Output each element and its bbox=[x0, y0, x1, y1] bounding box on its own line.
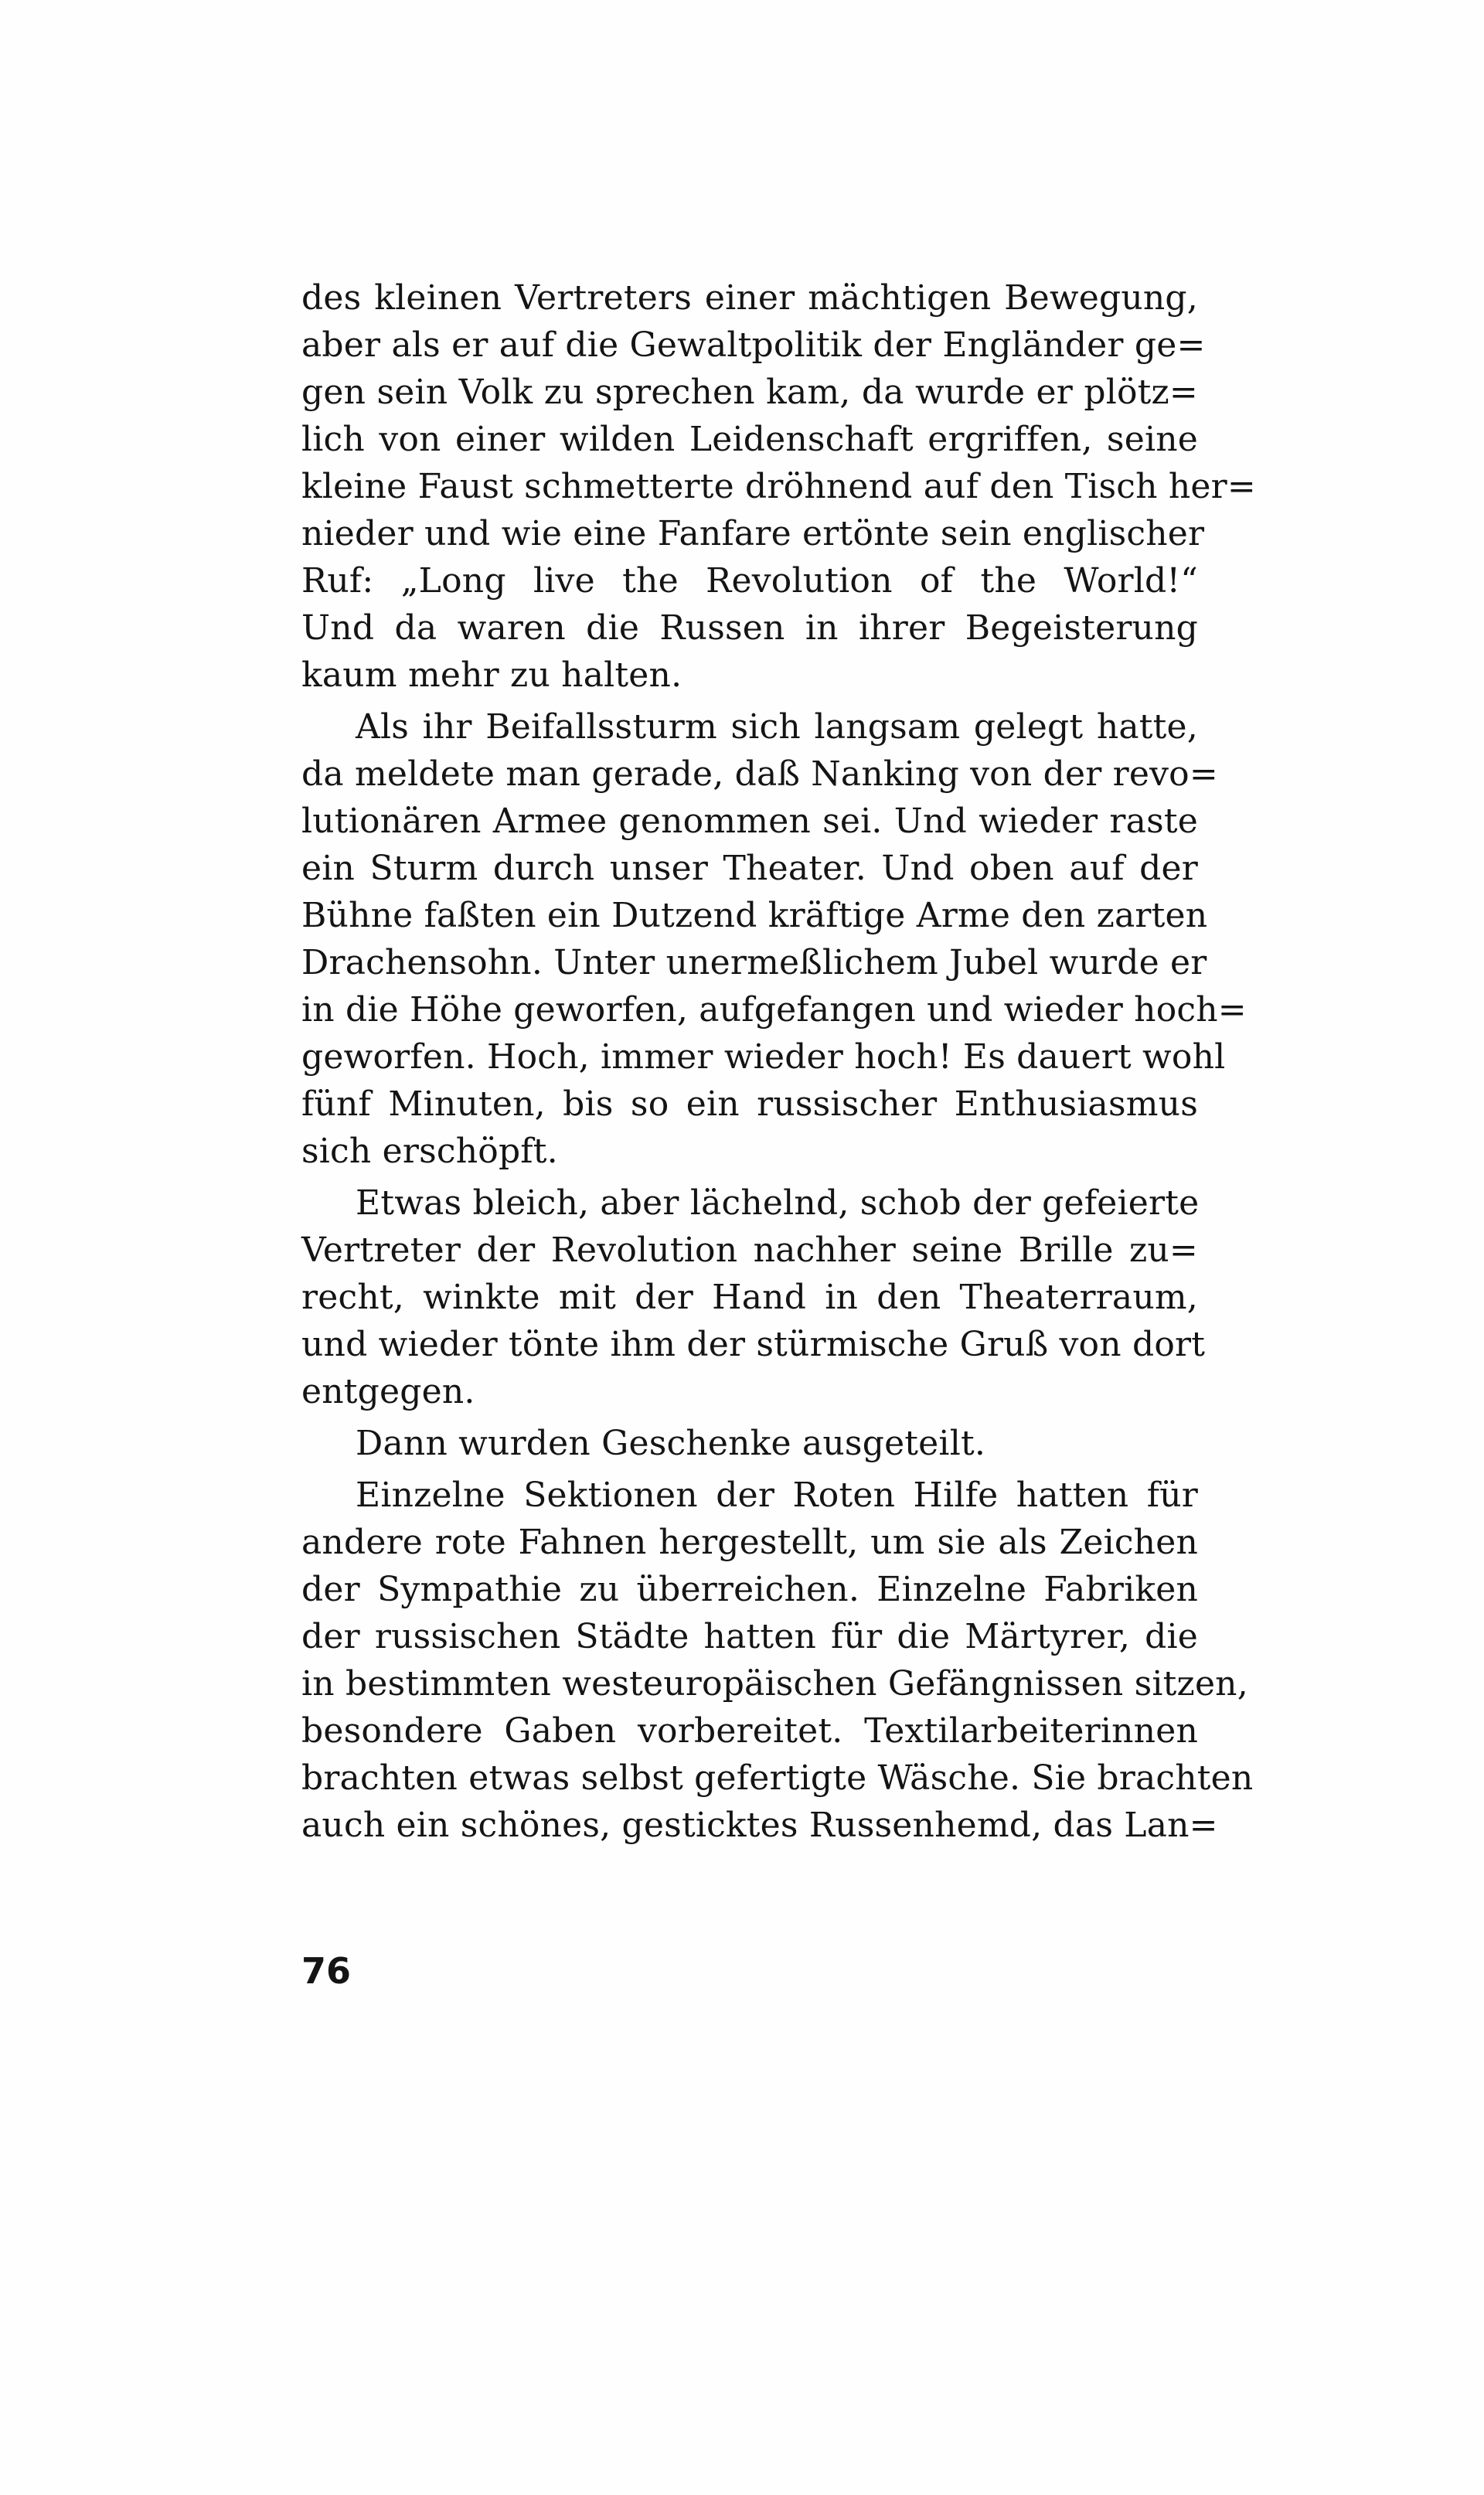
text-line: da meldete man gerade, daß Nanking von der revo= bbox=[301, 754, 1218, 794]
text-line: fünf Minuten, bis so ein russischer Enthusiasmus bbox=[301, 1084, 1198, 1124]
text-line: brachten etwas selbst gefertigte Wäsche. Sie brachten bbox=[301, 1758, 1254, 1798]
text-line: Drachensohn. Unter unermeßlichem Jubel wurde er bbox=[301, 943, 1207, 982]
text-line: sich erschöpft. bbox=[301, 1132, 558, 1171]
text-line: Und da waren die Russen in ihrer Begeisterung bbox=[301, 608, 1198, 648]
text-line: Etwas bleich, aber lächelnd, schob der gefeierte bbox=[356, 1183, 1200, 1223]
body-text bbox=[301, 274, 1256, 1849]
text-line: der Sympathie zu überreichen. Einzelne Fabriken bbox=[301, 1570, 1198, 1609]
text-line: ein Sturm durch unser Theater. Und oben auf der bbox=[301, 849, 1198, 888]
text-line: Bühne faßten ein Dutzend kräftige Arme den zarten bbox=[301, 896, 1208, 935]
text-line: in die Höhe geworfen, aufgefangen und wieder hoch= bbox=[301, 990, 1247, 1030]
text-line: in bestimmten westeuropäischen Gefängnissen sitzen, bbox=[301, 1664, 1248, 1704]
text-line: andere rote Fahnen hergestellt, um sie als Zeichen bbox=[301, 1523, 1198, 1562]
text-line: lutionären Armee genommen sei. Und wieder raste bbox=[301, 802, 1198, 841]
text-line: entgegen. bbox=[301, 1372, 475, 1411]
text-line: der russischen Städte hatten für die Märtyrer, die bbox=[301, 1617, 1198, 1656]
text-line: lich von einer wilden Leidenschaft ergriffen, seine bbox=[301, 420, 1198, 459]
text-line: Als ihr Beifallssturm sich langsam gelegt hatte, bbox=[356, 707, 1198, 747]
text-line: kleine Faust schmetterte dröhnend auf den Tisch her= bbox=[301, 467, 1256, 506]
text-line: gen sein Volk zu sprechen kam, da wurde er plötz= bbox=[301, 373, 1198, 412]
text-line: Vertreter der Revolution nachher seine Brille zu= bbox=[301, 1230, 1198, 1270]
text-line: kaum mehr zu halten. bbox=[301, 655, 682, 695]
text-line: Einzelne Sektionen der Roten Hilfe hatten für bbox=[356, 1476, 1198, 1515]
text-line: des kleinen Vertreters einer mächtigen Bewegung, bbox=[301, 278, 1198, 318]
text-line: aber als er auf die Gewaltpolitik der Engländer ge= bbox=[301, 325, 1206, 365]
text-line: auch ein schönes, gesticktes Russenhemd, das Lan= bbox=[301, 1806, 1218, 1845]
text-line: Ruf: „Long live the Revolution of the World!“ bbox=[301, 561, 1198, 601]
text-line: und wieder tönte ihm der stürmische Gruß von dort bbox=[301, 1325, 1206, 1364]
page-number: 76 bbox=[301, 1950, 352, 1992]
text-line: geworfen. Hoch, immer wieder hoch! Es dauert wohl bbox=[301, 1037, 1226, 1077]
text-line: nieder und wie eine Fanfare ertönte sein englischer bbox=[301, 514, 1205, 553]
text-line: recht, winkte mit der Hand in den Theaterraum, bbox=[301, 1278, 1198, 1317]
text-line: Dann wurden Geschenke ausgeteilt. bbox=[356, 1424, 986, 1463]
text-line: besondere Gaben vorbereitet. Textilarbeiterinnen bbox=[301, 1711, 1198, 1751]
